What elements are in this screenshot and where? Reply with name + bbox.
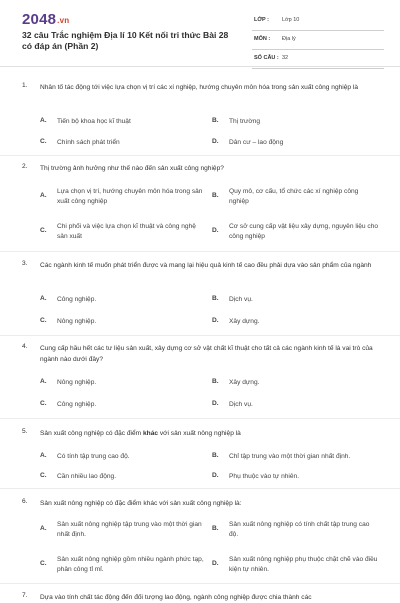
option-letter: A. xyxy=(40,452,47,459)
meta-subject-label: MÔN : xyxy=(254,36,271,42)
option-letter: A. xyxy=(40,117,47,124)
option-letter: A. xyxy=(40,295,47,302)
option-letter: B. xyxy=(212,192,219,199)
question-text-emphasis: khác xyxy=(143,430,159,437)
option-text: Cơ sở cung cấp vật liệu xây dựng, nguyên liệu cho công nghiệp xyxy=(229,223,379,240)
option-letter: B. xyxy=(212,525,219,532)
option-letter: D. xyxy=(212,400,219,407)
question-text-start: Sản xuất công nghiệp có đặc điểm xyxy=(40,430,144,437)
option-text: Quy mô, cơ cấu, tổ chức các xí nghiệp công nghiệp xyxy=(229,188,359,205)
option-letter: B. xyxy=(212,117,219,124)
question-number: 2. xyxy=(22,163,28,170)
question-text-end: với sản xuất nông nghiệp là xyxy=(158,430,241,437)
option-text: Công nghiệp. xyxy=(57,401,97,408)
meta-count-label: SỐ CÂU : xyxy=(254,55,279,61)
option-letter: C. xyxy=(40,400,47,407)
option-text: Lựa chọn vị trí, hướng chuyên môn hóa trong sản xuất công nghiệp xyxy=(57,188,203,205)
option-text: Cần nhiều lao động. xyxy=(57,473,117,480)
option-text: Sản xuất nông nghiệp tập trung vào một thời gian nhất định. xyxy=(57,521,202,538)
option-text: Xây dựng. xyxy=(229,379,260,386)
document-meta xyxy=(252,13,384,70)
meta-subject-value: Địa lý xyxy=(282,36,296,42)
option-text: Nông nghiệp. xyxy=(57,379,97,386)
option-text: Công nghiệp. xyxy=(57,296,97,303)
option-text: Sản xuất nông nghiệp phụ thuộc chặt chẽ vào điều kiện tự nhiên. xyxy=(229,556,378,573)
question-number: 5. xyxy=(22,428,28,435)
meta-class-label: LỚP : xyxy=(254,17,269,23)
option-letter: A. xyxy=(40,378,47,385)
meta-class-row xyxy=(252,13,384,31)
question-divider xyxy=(0,251,400,252)
option-letter: C. xyxy=(40,227,47,234)
option-text: Phụ thuộc vào tự nhiên. xyxy=(229,473,300,480)
option-letter: B. xyxy=(212,452,219,459)
meta-class-value: Lớp 10 xyxy=(282,17,300,23)
option-letter: D. xyxy=(212,560,219,567)
option-text: Xây dựng. xyxy=(229,318,260,325)
option-text: Tiến bộ khoa học kĩ thuật xyxy=(57,118,131,125)
option-text: Dịch vụ. xyxy=(229,296,253,303)
option-text: Chính sách phát triển xyxy=(57,139,120,146)
option-letter: B. xyxy=(212,295,219,302)
question-number: 4. xyxy=(22,343,28,350)
option-letter: D. xyxy=(212,317,219,324)
question-number: 7. xyxy=(22,592,28,599)
question-text: Sản xuất nông nghiệp có đặc điểm khác với sản xuất công nghiệp là: xyxy=(40,500,242,507)
question-text xyxy=(40,428,378,439)
option-letter: A. xyxy=(40,525,47,532)
question-divider xyxy=(0,583,400,584)
option-text: Nông nghiệp. xyxy=(57,318,97,325)
option-letter: C. xyxy=(40,560,47,567)
option-letter: C. xyxy=(40,317,47,324)
option-text: Dân cư – lao động xyxy=(229,139,284,146)
question-text: Thị trường ảnh hưởng như thế nào đến sản xuất công nghiệp? xyxy=(40,165,224,172)
question-text: Cung cấp hầu hết các tư liệu sản xuất, xây dựng cơ sở vật chất kĩ thuật cho tất cả các ngành kinh tế là vai trò của ngành nào dưới đây? xyxy=(40,345,373,363)
option-letter: C. xyxy=(40,138,47,145)
meta-subject-row xyxy=(252,32,384,50)
logo-main: 2048 xyxy=(22,11,57,28)
question-text: Các ngành kinh tế muốn phát triển được và mang lại hiệu quả kinh tế cao đều phải dựa vào sản phẩm của ngành xyxy=(40,262,372,269)
option-letter: D. xyxy=(212,138,219,145)
question-number: 6. xyxy=(22,498,28,505)
question-number: 1. xyxy=(22,82,28,89)
option-text: Có tính tập trung cao độ. xyxy=(57,453,130,460)
question-number: 3. xyxy=(22,260,28,267)
document-title: 32 câu Trắc nghiệm Địa lí 10 Kết nối tri thức Bài 28 có đáp án (Phần 2) xyxy=(22,30,229,51)
question-text: Dựa vào tính chất tác động đến đối tượng lao động, ngành công nghiệp được chia thành các xyxy=(40,594,312,601)
option-letter: D. xyxy=(212,472,219,479)
option-text: Chỉ tập trung vào một thời gian nhất định. xyxy=(229,453,351,460)
option-text: Dịch vụ. xyxy=(229,401,253,408)
site-logo[interactable] xyxy=(22,11,69,28)
option-text: Thị trường xyxy=(229,118,261,125)
header-divider xyxy=(0,66,400,67)
question-divider xyxy=(0,488,400,489)
option-letter: C. xyxy=(40,472,47,479)
question-text: Nhân tố tác động tới việc lựa chọn vị trí các xí nghiệp, hướng chuyên môn hóa trong sản xuất công nghiệp là xyxy=(40,84,359,91)
option-text: Chi phối và việc lựa chọn kĩ thuật và công nghệ sản xuất xyxy=(57,223,196,240)
question-divider xyxy=(0,418,400,419)
option-text: Sản xuất nông nghiệp gồm nhiều ngành phức tạp, phân công tỉ mỉ. xyxy=(57,556,204,573)
option-letter: D. xyxy=(212,227,219,234)
option-letter: A. xyxy=(40,192,47,199)
document-header xyxy=(0,0,400,62)
question-divider xyxy=(0,335,400,336)
question-divider xyxy=(0,155,400,156)
option-text: Sản xuất nông nghiệp có tính chất tập trung cao độ. xyxy=(229,521,370,538)
option-letter: B. xyxy=(212,378,219,385)
logo-suffix: .vn xyxy=(57,16,70,25)
meta-count-value: 32 xyxy=(282,55,289,61)
